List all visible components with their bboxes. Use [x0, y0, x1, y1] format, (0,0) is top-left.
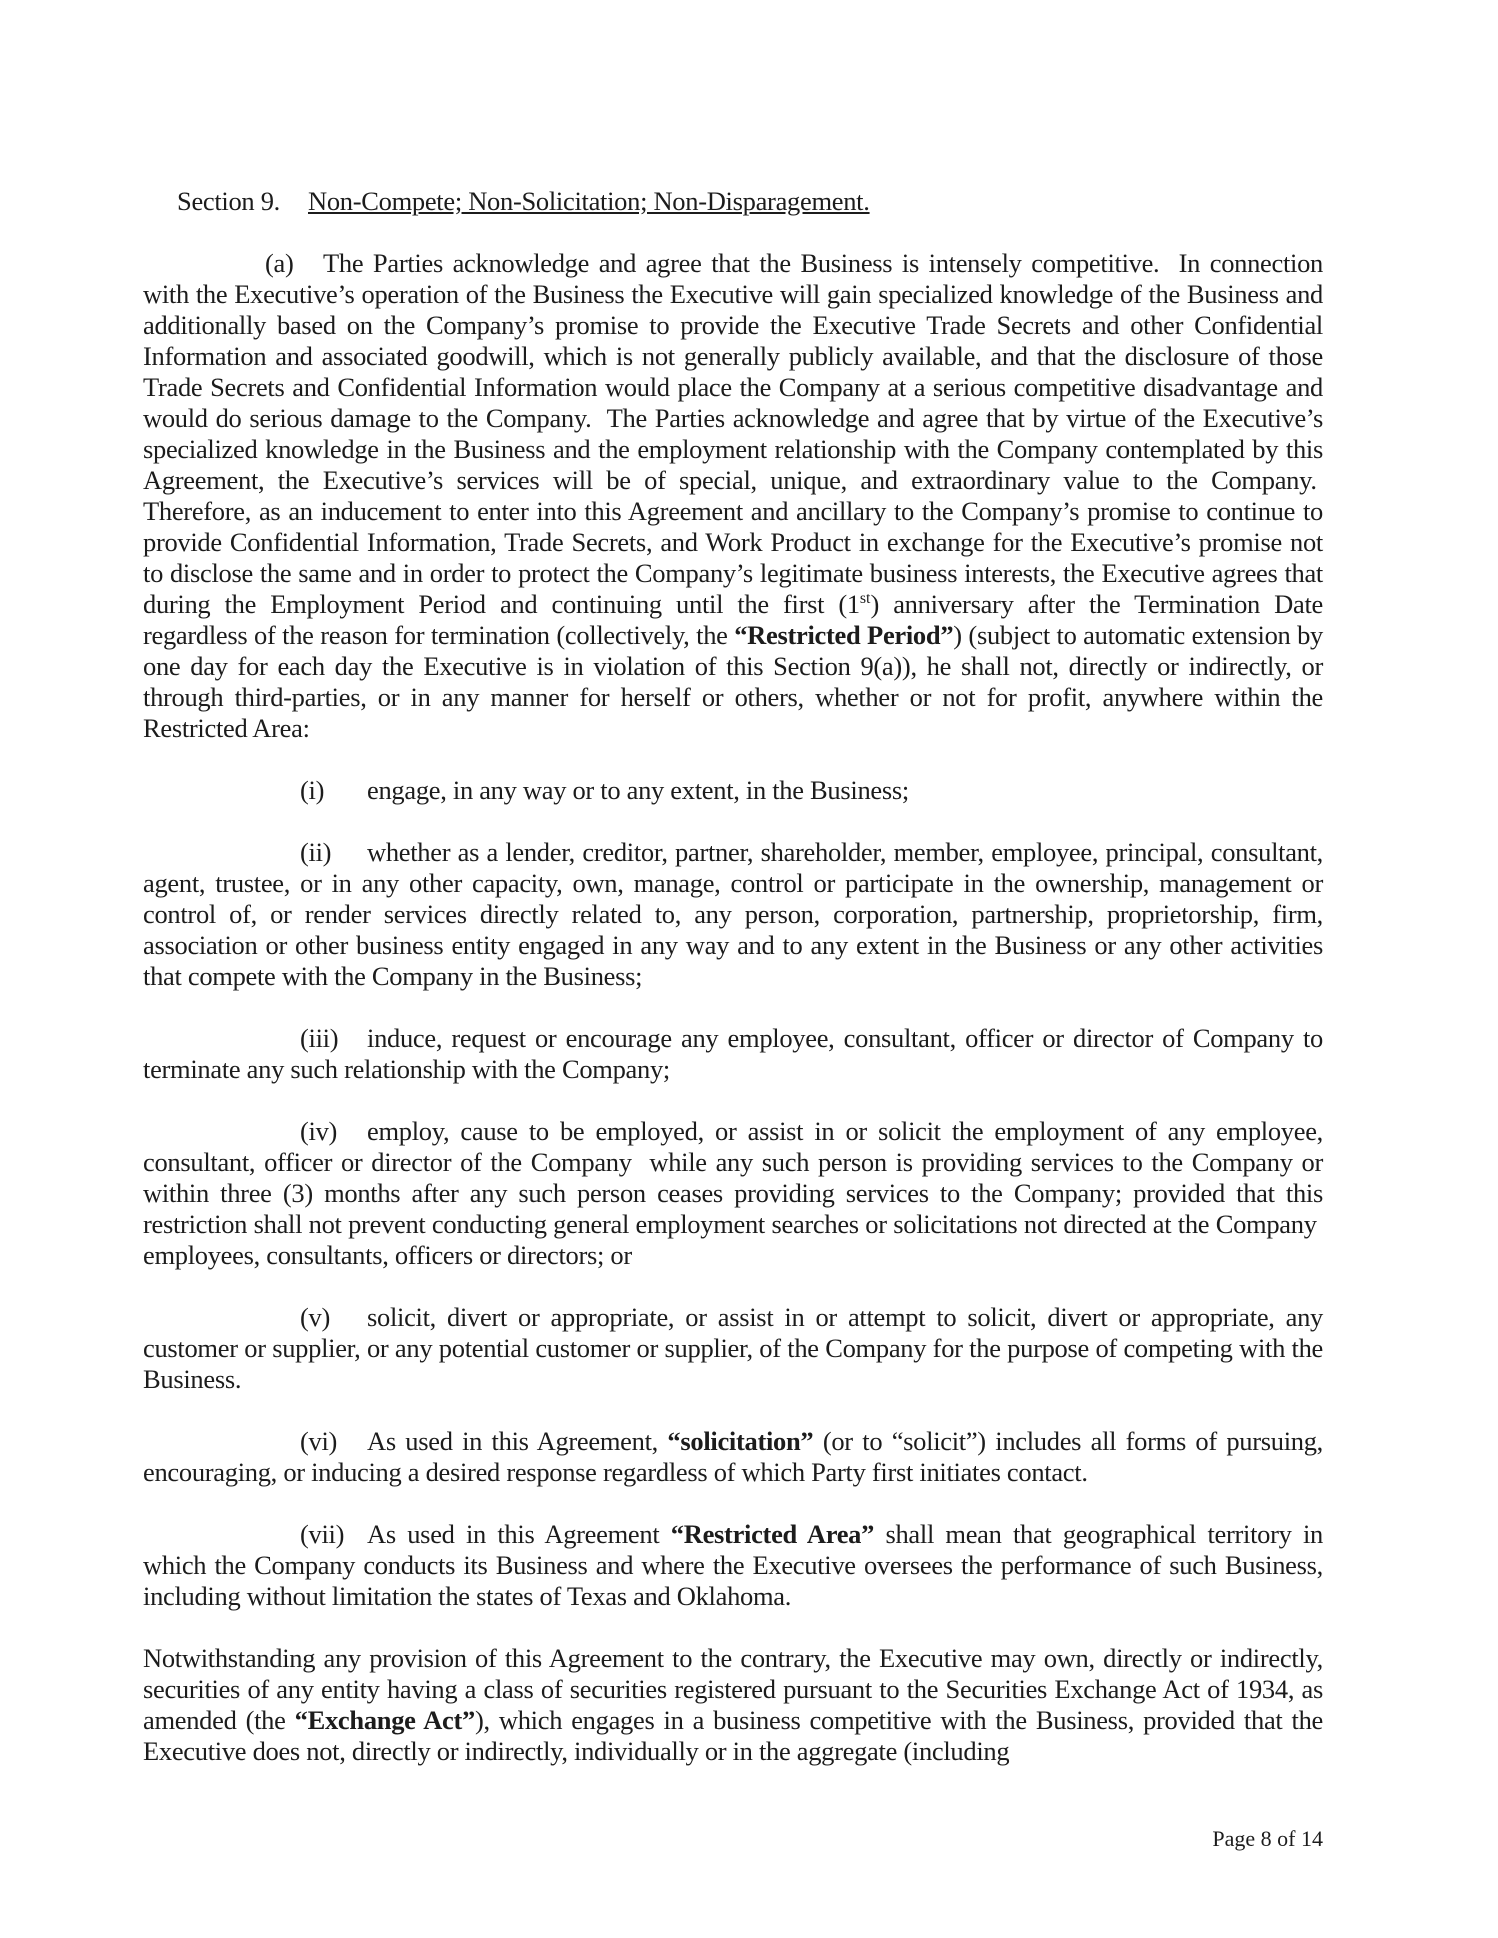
- page-number: Page 8 of 14: [1212, 1826, 1323, 1851]
- item-vii-label: (vii): [300, 1519, 345, 1549]
- item-vii-text: As used in this Agreement “Restricted Area” shall mean that geographical territory in which the Company conducts its Business and where the Executive oversees the performance of such Business, including without limitation the states of Texas and Oklahoma.: [143, 1519, 1323, 1611]
- item-iv-text: employ, cause to be employed, or assist in or solicit the employment of any employee, consultant, officer or director of the Company while any such person is providing services to the Company or within three (3) months after any such person ceases providing services to the Company; provided that this restriction shall not prevent conducting general employment searches or solicitations not directed at the Company employees, consultants, officers or directors; or: [143, 1116, 1323, 1270]
- item-v-text: solicit, divert or appropriate, or assist in or attempt to solicit, divert or appropriate, any customer or supplier, or any potential customer or supplier, of the Company for the purpose of competing with the Business.: [143, 1302, 1323, 1394]
- item-vi-text: As used in this Agreement, “solicitation” (or to “solicit”) includes all forms of pursuing, encouraging, or inducing a desired response regardless of which Party first initiates contact.: [143, 1426, 1323, 1487]
- closing-paragraph-text: Notwithstanding any provision of this Agreement to the contrary, the Executive may own, directly or indirectly, securities of any entity having a class of securities registered pursuant to the Securities Exchange Act of 1934, as amended (the “Exchange Act”), which engages in a business competitive with the Business, provided that the Executive does not, directly or indirectly, individually or in the aggregate (including: [143, 1643, 1323, 1766]
- item-ii-text: whether as a lender, creditor, partner, shareholder, member, employee, principal, consultant, agent, trustee, or in any other capacity, own, manage, control or participate in the ownership, management or control of, or render services directly related to, any person, corporation, partnership, proprietorship, firm, association or other business entity engaged in any way and to any extent in the Business or any other activities that compete with the Company in the Business;: [143, 837, 1323, 991]
- item-iii-label: (iii): [300, 1023, 339, 1053]
- item-ii-label: (ii): [300, 837, 332, 867]
- paragraph-a-label: (a): [265, 248, 294, 278]
- item-iv-label: (iv): [300, 1116, 338, 1146]
- section-number: Section 9.: [177, 186, 280, 216]
- paragraph-a-text: The Parties acknowledge and agree that the Business is intensely competitive. In connection with the Executive’s operation of the Business the Executive will gain specialized knowledge of the Business and additionally based on the Company’s promise to provide the Executive Trade Secrets and other Confidential Information and associated goodwill, which is not generally publicly available, and that the disclosure of those Trade Secrets and Confidential Information would place the Company at a serious competitive disadvantage and would do serious damage to the Company. The Parties acknowledge and agree that by virtue of the Executive’s specialized knowledge in the Business and the employment relationship with the Company contemplated by this Agreement, the Executive’s services will be of special, unique, and extraordinary value to the Company. Therefore, as an inducement to enter into this Agreement and ancillary to the Company’s promise to continue to provide Confidential Information, Trade Secrets, and Work Product in exchange for the Executive’s promise not to disclose the same and in order to protect the Company’s legitimate business interests, the Executive agrees that during the Employment Period and continuing until the first (1st) anniversary after the Termination Date regardless of the reason for termination (collectively, the “Restricted Period”) (subject to automatic extension by one day for each day the Executive is in violation of this Section 9(a)), he shall not, directly or indirectly, or through third-parties, or in any manner for herself or others, whether or not for profit, anywhere within the Restricted Area:: [143, 248, 1324, 743]
- item-v: [143, 1302, 1323, 1395]
- item-v-label: (v): [300, 1302, 330, 1332]
- item-i-text: engage, in any way or to any extent, in the Business;: [367, 775, 909, 805]
- item-vi-label: (vi): [300, 1426, 338, 1456]
- item-vii: [143, 1519, 1323, 1612]
- section-heading: [143, 186, 1323, 217]
- section-title: Non-Compete; Non-Solicitation; Non-Disparagement.: [308, 186, 870, 216]
- item-iv: [143, 1116, 1323, 1271]
- item-i-label: (i): [300, 775, 325, 805]
- closing-paragraph: [143, 1643, 1323, 1767]
- item-iii: [143, 1023, 1323, 1085]
- item-vi: [143, 1426, 1323, 1488]
- item-ii: [143, 837, 1323, 992]
- item-i: [143, 775, 1323, 806]
- item-iii-text: induce, request or encourage any employee, consultant, officer or director of Company to terminate any such relationship with the Company;: [143, 1023, 1323, 1084]
- paragraph-a: [143, 248, 1323, 744]
